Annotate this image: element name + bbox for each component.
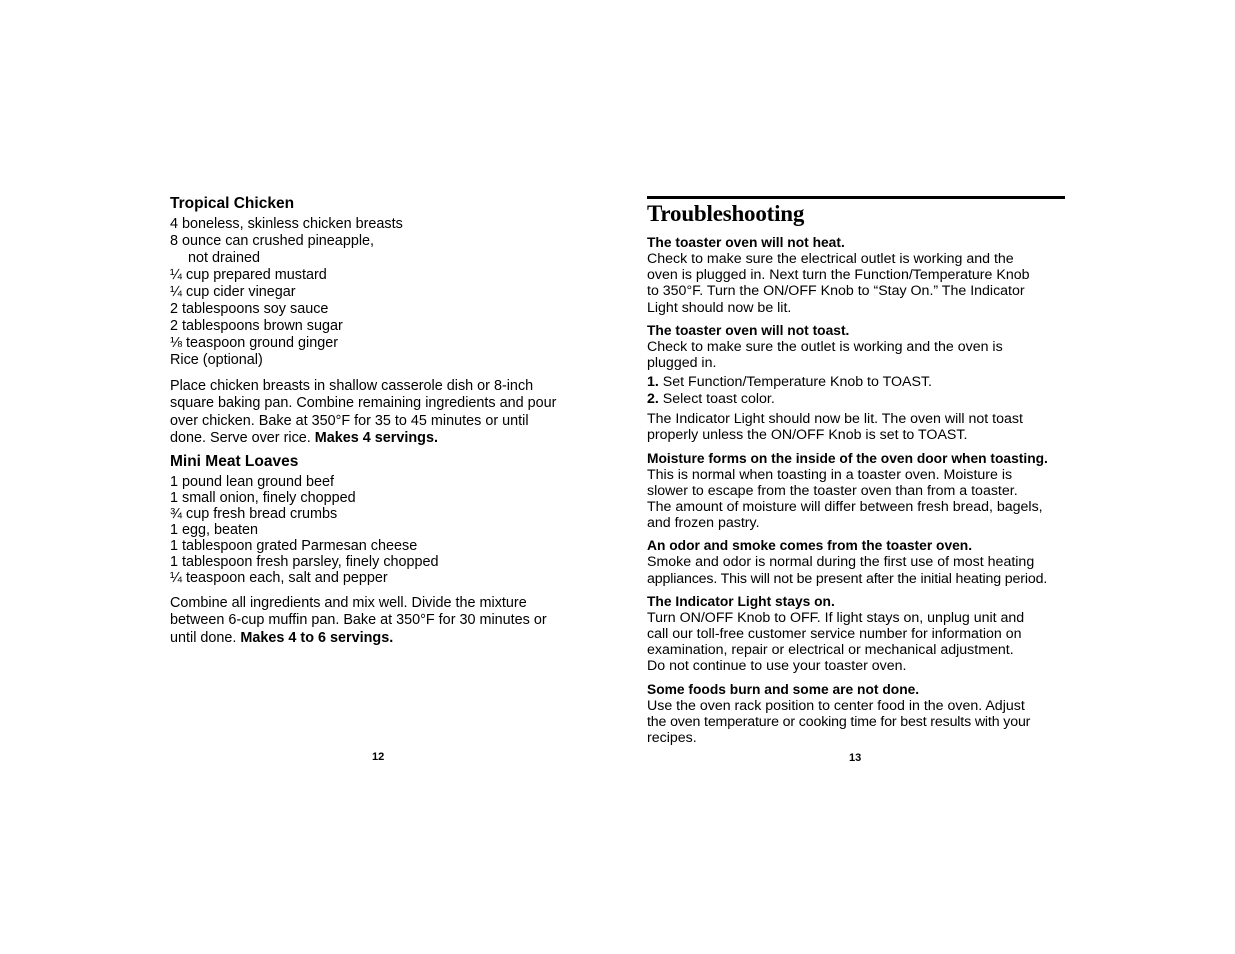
- ingredient: not drained: [188, 250, 261, 266]
- directions-line: Place chicken breasts in shallow casserole dish or 8-inch: [170, 378, 534, 394]
- page-number-right: 13: [849, 752, 862, 764]
- ingredient: ¼ teaspoon each, salt and pepper: [170, 570, 388, 587]
- recipe-yield: Makes 4 to 6 servings.: [240, 629, 394, 646]
- step-number: 2.: [647, 391, 659, 408]
- ingredient: 2 tablespoons soy sauce: [170, 301, 329, 317]
- ingredient: 8 ounce can crushed pineapple,: [170, 233, 375, 249]
- ingredient: ¼ cup prepared mustard: [170, 267, 327, 283]
- ingredient: 4 boneless, skinless chicken breasts: [170, 216, 403, 232]
- ingredient: 2 tablespoons brown sugar: [170, 318, 343, 334]
- answer-line: This is normal when toasting in a toaster oven. Moisture is: [647, 466, 1013, 483]
- directions-line: between 6-cup muffin pan. Bake at 350°F for 30 minutes or: [170, 612, 547, 629]
- troubleshooting-item: [647, 593, 1067, 675]
- troubleshooting-item: [647, 450, 1067, 532]
- answer-line: and frozen pastry.: [647, 515, 760, 532]
- question: An odor and smoke comes from the toaster oven.: [647, 538, 973, 554]
- answer: [647, 251, 1067, 316]
- directions-text: done. Serve over rice.: [170, 429, 311, 446]
- recipe-yield: Makes 4 servings.: [314, 429, 438, 446]
- answer-line: call our toll-free customer service number for information on: [647, 626, 1022, 643]
- ingredient-list: [170, 216, 590, 369]
- recipe-directions: [170, 595, 590, 647]
- troubleshooting-item: [647, 537, 1067, 586]
- recipe-title-mini-meat-loaves: Mini Meat Loaves: [170, 453, 299, 471]
- ingredient: Rice (optional): [170, 352, 263, 368]
- troubleshooting-item: [647, 234, 1067, 316]
- ingredient-list: [170, 474, 590, 586]
- answer-line: the oven temperature or cooking time for best results with your: [647, 713, 1031, 730]
- answer-line: properly unless the ON/OFF Knob is set to TOAST.: [647, 427, 968, 444]
- answer-line: Check to make sure the outlet is working and the oven is: [647, 338, 1003, 355]
- answer-line: recipes.: [647, 730, 697, 747]
- answer-line: Turn ON/OFF Knob to OFF. If light stays on, unplug unit and: [647, 609, 1025, 626]
- step-text: Select toast color.: [662, 391, 775, 408]
- ingredient: ⅛ teaspoon ground ginger: [170, 335, 339, 351]
- answer-line: examination, repair or electrical or mechanical adjustment.: [647, 642, 1014, 659]
- recipe-directions: [170, 378, 590, 447]
- answer-line: appliances. This will not be present after the initial heating period.: [647, 570, 1048, 587]
- right-page: [647, 196, 1067, 752]
- answer-line: Use the oven rack position to center food in the oven. Adjust: [647, 697, 1025, 714]
- answer-line: oven is plugged in. Next turn the Function/Temperature Knob: [647, 267, 1030, 284]
- question: The toaster oven will not heat.: [647, 235, 845, 250]
- answer-line: Do not continue to use your toaster oven.: [647, 658, 907, 675]
- question: The toaster oven will not toast.: [647, 322, 850, 338]
- answer: [647, 698, 1067, 747]
- answer: [647, 339, 1067, 371]
- step-number: 1.: [647, 374, 659, 391]
- directions-line: over chicken. Bake at 350°F for 35 to 45 minutes or until: [170, 412, 529, 429]
- answer-line: slower to escape from the toaster oven than from a toaster.: [647, 482, 1018, 499]
- answer-line: plugged in.: [647, 355, 717, 372]
- left-page: [170, 194, 590, 647]
- directions-text: until done.: [170, 629, 237, 646]
- answer-line: Check to make sure the electrical outlet is working and the: [647, 251, 1014, 267]
- page-number-left: 12: [372, 751, 385, 763]
- answer-line: Light should now be lit.: [647, 299, 792, 316]
- answer: [647, 610, 1067, 675]
- ingredient: 1 pound lean ground beef: [170, 474, 335, 491]
- troubleshooting-item: [647, 681, 1067, 747]
- answer-line: The amount of moisture will differ between fresh bread, bagels,: [647, 499, 1043, 516]
- step-text: Set Function/Temperature Knob to TOAST.: [662, 374, 932, 391]
- troubleshooting-item: [647, 322, 1067, 444]
- ingredient: 1 tablespoon grated Parmesan cheese: [170, 538, 418, 555]
- directions-line: [170, 630, 590, 647]
- question: Some foods burn and some are not done.: [647, 681, 920, 697]
- step: [647, 374, 1067, 391]
- ingredient: 1 small onion, finely chopped: [170, 490, 356, 507]
- answer: [647, 467, 1067, 532]
- recipe-title-tropical-chicken: Tropical Chicken: [170, 195, 295, 212]
- question: Moisture forms on the inside of the oven door when toasting.: [647, 450, 1048, 466]
- answer: [647, 554, 1067, 586]
- ingredient: ¾ cup fresh bread crumbs: [170, 506, 338, 523]
- title-rule: [647, 196, 1065, 199]
- question: The Indicator Light stays on.: [647, 593, 835, 609]
- answer-line: The Indicator Light should now be lit. The oven will not toast: [647, 411, 1023, 428]
- ingredient: 1 tablespoon fresh parsley, finely chopped: [170, 554, 439, 571]
- directions-line: [170, 430, 590, 447]
- directions-line: Combine all ingredients and mix well. Divide the mixture: [170, 595, 527, 612]
- answer-line: Smoke and odor is normal during the first use of most heating: [647, 554, 1035, 571]
- answer: [647, 411, 1067, 443]
- ingredient: 1 egg, beaten: [170, 522, 259, 539]
- ingredient: ¼ cup cider vinegar: [170, 284, 296, 300]
- page-title: Troubleshooting: [647, 201, 805, 226]
- directions-line: square baking pan. Combine remaining ingredients and pour: [170, 395, 557, 412]
- step: [647, 391, 1067, 408]
- answer-line: to 350°F. Turn the ON/OFF Knob to “Stay On.” The Indicator: [647, 283, 1025, 300]
